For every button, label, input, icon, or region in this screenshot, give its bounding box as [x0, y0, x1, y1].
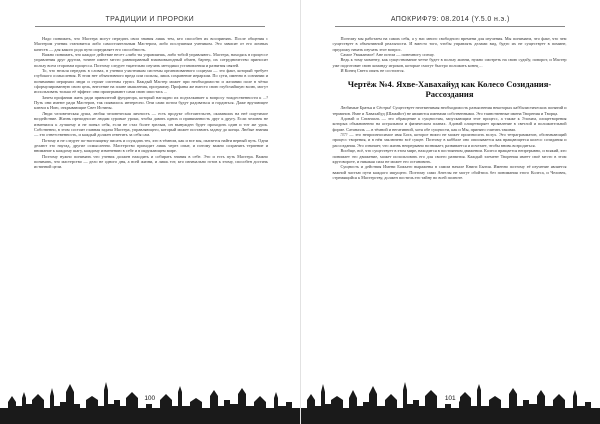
- paragraph: Ведь к тому моменту, как существование четче будет в пользу жизни, нужно смотреть на свою судьбу, поворот, и Мастер уже подготовит свою команду игроков, которые смогут быстро положить конец ...: [332, 57, 567, 68]
- paragraph: То, что нельзя передать в словах, в учении участникам системы организованного социума — это факт, который требует глубокого осмысления. В этом нет объективного вреда или пользы, лишь сохранение иерархии. По сути, именно в сознании и понимании иерархии люди и строят системы групп. Каждый Мастер может при необходимости и желании поле в чётко сформулированную свою цель, внесение на плане мышления, программу. Профаны же вместо свою глубочайшую волю, могут использовать только её эффект: они проигрывают сами свою ипостась ...: [34, 68, 268, 95]
- paragraph: Важно понимать, что каждое действие несет «либо ты управляешь, либо тобой управляют». Мастера, находясь в процессе управления друг другом, точнее имеет место равноправный взаимовыгодный обмен, бартер, их сотрудничество приносит пользу всем сторонам процесса. Поэтому следует тщательно изучать методики установления и развития связей.: [34, 52, 268, 68]
- chapter-title: Чертёж №4. Яхве-Хавахайуд как Колесо Созидания-Рассоздания: [347, 79, 552, 100]
- right-running-head-text: АПОКРИФ79: 08.2014 (Y.5.0 н.э.): [390, 16, 510, 23]
- paragraph: Адонай и Сатанаэль — это обращение к сущностям, запускающим этот процесс, а также к Элохим, олицетворения которых обыкновенно на астральном и физическом планах. Адонай олицетворяет проявление в светлой и положительной форме. Сатанаэль — в тёмной и негативной, хотя обе сущности, как и Мы, принято считать такими.: [332, 116, 567, 132]
- left-body-text: [34, 36, 268, 170]
- right-page-number: [301, 395, 600, 402]
- paragraph: Поэтому мы работаем на самих себя, а у нас много свободного времени для изучения. Мы понимаем, что факт, что чем существует в объективной реальности. И вместо того, чтобы управлять делами вид, будто их не существует в помине, предложу начать изучать этот вопрос.: [332, 36, 567, 52]
- left-page-number: [0, 395, 300, 402]
- paragraph: Сущность и действия Имени Божьего выражены в самом начале Книги Бытия. Именно поэтому её изучение является важной частью пути каждого ищущего. Поэтому сами Ангелы не могут обойтись без понимания этого Колеса, и Человек, стремящийся к Мастерству, должен постичь его тайну во всей полноте.: [332, 164, 567, 180]
- left-running-head: [0, 16, 300, 27]
- paragraph: Поэтому нужно понимать что ученик должен находить и собирать знания в себе. Это и есть путь Мастера. Важно понимать, что мастерство — дело не одного дня, а всей жизни, и лишь тот, кто изначально готов к этому, способен достичь истинной цели.: [34, 153, 268, 170]
- paragraph: יהוה — это непроизносимое имя Бога, которое никто не может произносить вслух. Это тетраграмматон, обозначающий процесс творения, и в нём заключено всё сущее. Поэтому в каббале оно описывается как вращающееся колесо созидания и рассоздания. Это означает, что жизнь непрерывно возникает, развивается и исчезает, чтобы вновь возродиться.: [332, 132, 567, 148]
- paragraph: Любимые Братья и Сёстры! Существует неотменимая необходимость разъяснения некоторых каббалистических понятий и терминов. Яхве и Хавахайуд (Шамайот) не являются именами собственными. Это таинственные имена Творения и Творца.: [332, 105, 567, 116]
- left-running-head-text: ТРАДИЦИИ И ПРОРОКИ: [105, 16, 195, 23]
- right-head-rule: [335, 26, 565, 27]
- paragraph: Надо понимать, что Мастера могут передать свои знания лишь тем, кто способен их воспринять. После общения с Мастером ученик становится либо самостоятельным Мастером, либо послушным учеником. Это зависит от его личных качеств — для какого рода пути ооредиляет его способность.: [34, 36, 268, 52]
- paragraph: Самое Уважаемое! Ане потом — понемногу спешу.: [340, 52, 435, 58]
- right-page: [301, 0, 600, 424]
- left-head-rule: [35, 26, 265, 27]
- paragraph: Люди человеческая душа, любая человеческая личность — есть продукт обстоятельств, оказавших на неё ощутимое воздействие. Жизнь преподносит людям суровые уроки, чтобы давать одних и привязанность друг к другу. Если человек не изменился к лучшему и не понял себя, если не стал более зрелым, он вынужден будет проходить один и тот же урок. Собственно, в этом состоит главная задача Мастера, управляющего, который может поставить задачу до конца. Любые знания — это ответственность, и каждый должен ответить за себя сам.: [34, 110, 268, 138]
- paragraph: И Конец Света опять не состоится.: [340, 68, 405, 74]
- right-running-head: [301, 16, 600, 27]
- paragraph: Зачем профанам жить ради привилегий фундатора, который наглядно их подталкивает к вопросу тождественности к ...? Путь они имеют ради Мастеров, так появилось интересно. Они сами потом будут радоваться и гордиться. Даже вручающее ключи к Ною, открывающие Свет Истины.: [34, 94, 268, 111]
- right-page-number-text: 101: [441, 395, 460, 402]
- paragraph: Потому и не следует по-настоящему писать и осуждать тех, кто в тёмном, как и все мы, пытается найти верный путь. Одни делают это наугад, другие осмысленно. Мастерство приходит лишь через опыт, и потому важно сохранять терпение и внимание к каждому шагу, каждому изменению в себе и в окружающем мире.: [34, 137, 268, 154]
- paragraph: Вообще, всё, что существует в этом мире, находится в постоянном движении. Колесо вращается непрерывно, и всякий, кто понимает это движение, может использовать его для своего развития. Каждый элемент Творения имеет своё место в этом круговороте, и никакая сила не может его остановить.: [332, 148, 567, 164]
- right-body-text: [333, 36, 567, 180]
- left-page-number-text: 100: [140, 395, 159, 402]
